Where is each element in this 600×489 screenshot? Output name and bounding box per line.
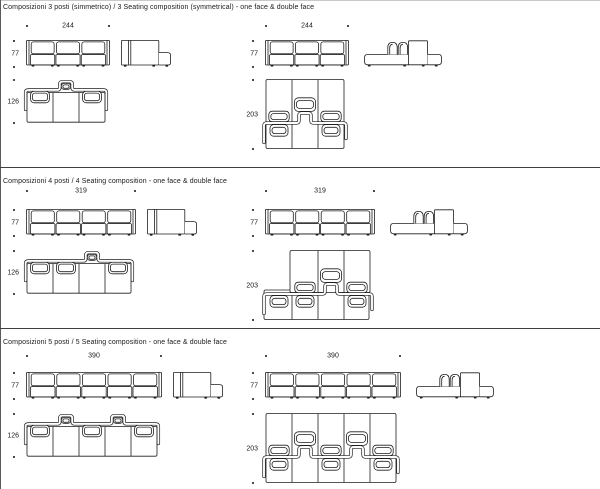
width-value: 390 bbox=[327, 352, 339, 359]
height-value: 77 bbox=[250, 219, 258, 227]
width-value: 244 bbox=[301, 22, 313, 29]
dim-dot bbox=[252, 148, 254, 150]
depth-value: 203 bbox=[246, 445, 258, 452]
dim-dot bbox=[252, 40, 254, 42]
dim-dot bbox=[252, 79, 254, 81]
dim-dot bbox=[13, 456, 15, 458]
depth-value: 203 bbox=[246, 282, 258, 289]
front-elevation bbox=[26, 372, 162, 399]
width-value: 319 bbox=[314, 187, 326, 194]
dim-dot bbox=[252, 250, 254, 252]
dim-dot bbox=[13, 40, 15, 42]
width-value: 390 bbox=[88, 352, 100, 359]
width-value: 319 bbox=[75, 187, 87, 194]
dim-dot bbox=[13, 372, 15, 374]
dim-dot bbox=[252, 235, 254, 237]
front-elevation bbox=[26, 209, 136, 236]
depth-value: 203 bbox=[246, 111, 258, 118]
width-dimension bbox=[265, 352, 401, 359]
dim-dot bbox=[13, 398, 15, 400]
dim-dot bbox=[252, 319, 254, 321]
dim-dot bbox=[13, 122, 15, 124]
height-value: 77 bbox=[11, 50, 19, 58]
top-plan-view bbox=[21, 249, 137, 295]
top-plan-view bbox=[21, 78, 111, 124]
dim-dot bbox=[13, 79, 15, 81]
top-plan-view bbox=[21, 412, 163, 458]
depth-value: 126 bbox=[7, 432, 19, 439]
dim-dot bbox=[13, 250, 15, 252]
height-value: 77 bbox=[250, 382, 258, 390]
side-view bbox=[121, 40, 171, 67]
dim-dot bbox=[252, 66, 254, 68]
depth-value: 126 bbox=[7, 98, 19, 105]
dim-dot bbox=[252, 209, 254, 211]
side-view bbox=[364, 39, 442, 67]
side-view bbox=[147, 209, 197, 236]
section-divider bbox=[0, 328, 600, 329]
height-dimension bbox=[2, 209, 26, 237]
height-dimension bbox=[241, 209, 265, 237]
width-dimension bbox=[26, 22, 110, 29]
top-plan-view bbox=[262, 412, 400, 484]
front-elevation bbox=[265, 372, 401, 399]
height-dimension bbox=[241, 40, 265, 68]
height-value: 77 bbox=[11, 382, 19, 390]
section-title-3-seats: Composizioni 3 posti (simmetrico) / 3 Seating composition (symmetrical) - one face & double face bbox=[3, 4, 315, 11]
dim-dot bbox=[252, 372, 254, 374]
depth-value: 126 bbox=[7, 269, 19, 276]
side-view bbox=[416, 371, 494, 399]
side-view bbox=[173, 372, 223, 399]
section-divider bbox=[0, 167, 600, 168]
height-dimension bbox=[241, 372, 265, 400]
top-plan-view bbox=[262, 78, 348, 150]
height-dimension bbox=[2, 372, 26, 400]
width-dimension bbox=[26, 187, 136, 194]
front-elevation bbox=[265, 40, 349, 67]
dim-dot bbox=[13, 235, 15, 237]
height-dimension bbox=[2, 40, 26, 68]
height-value: 77 bbox=[250, 50, 258, 58]
dim-dot bbox=[13, 209, 15, 211]
height-value: 77 bbox=[11, 219, 19, 227]
width-dimension bbox=[265, 22, 349, 29]
section-title-4-seats: Composizioni 4 posti / 4 Seating composition - one face & double face bbox=[3, 178, 228, 185]
dim-dot bbox=[13, 293, 15, 295]
side-view bbox=[390, 208, 468, 236]
front-elevation bbox=[265, 209, 375, 236]
width-dimension bbox=[265, 187, 375, 194]
dim-dot bbox=[13, 66, 15, 68]
dim-dot bbox=[252, 482, 254, 484]
dim-dot bbox=[252, 398, 254, 400]
dim-dot bbox=[13, 413, 15, 415]
top-plan-view bbox=[262, 249, 374, 321]
section-title-5-seats: Composizioni 5 posti / 5 Seating composition - one face & double face bbox=[3, 339, 228, 346]
front-elevation bbox=[26, 40, 110, 67]
width-dimension bbox=[26, 352, 162, 359]
left-frame-line bbox=[0, 0, 1, 489]
top-frame-line bbox=[0, 0, 600, 1]
dim-dot bbox=[252, 413, 254, 415]
width-value: 244 bbox=[62, 22, 74, 29]
